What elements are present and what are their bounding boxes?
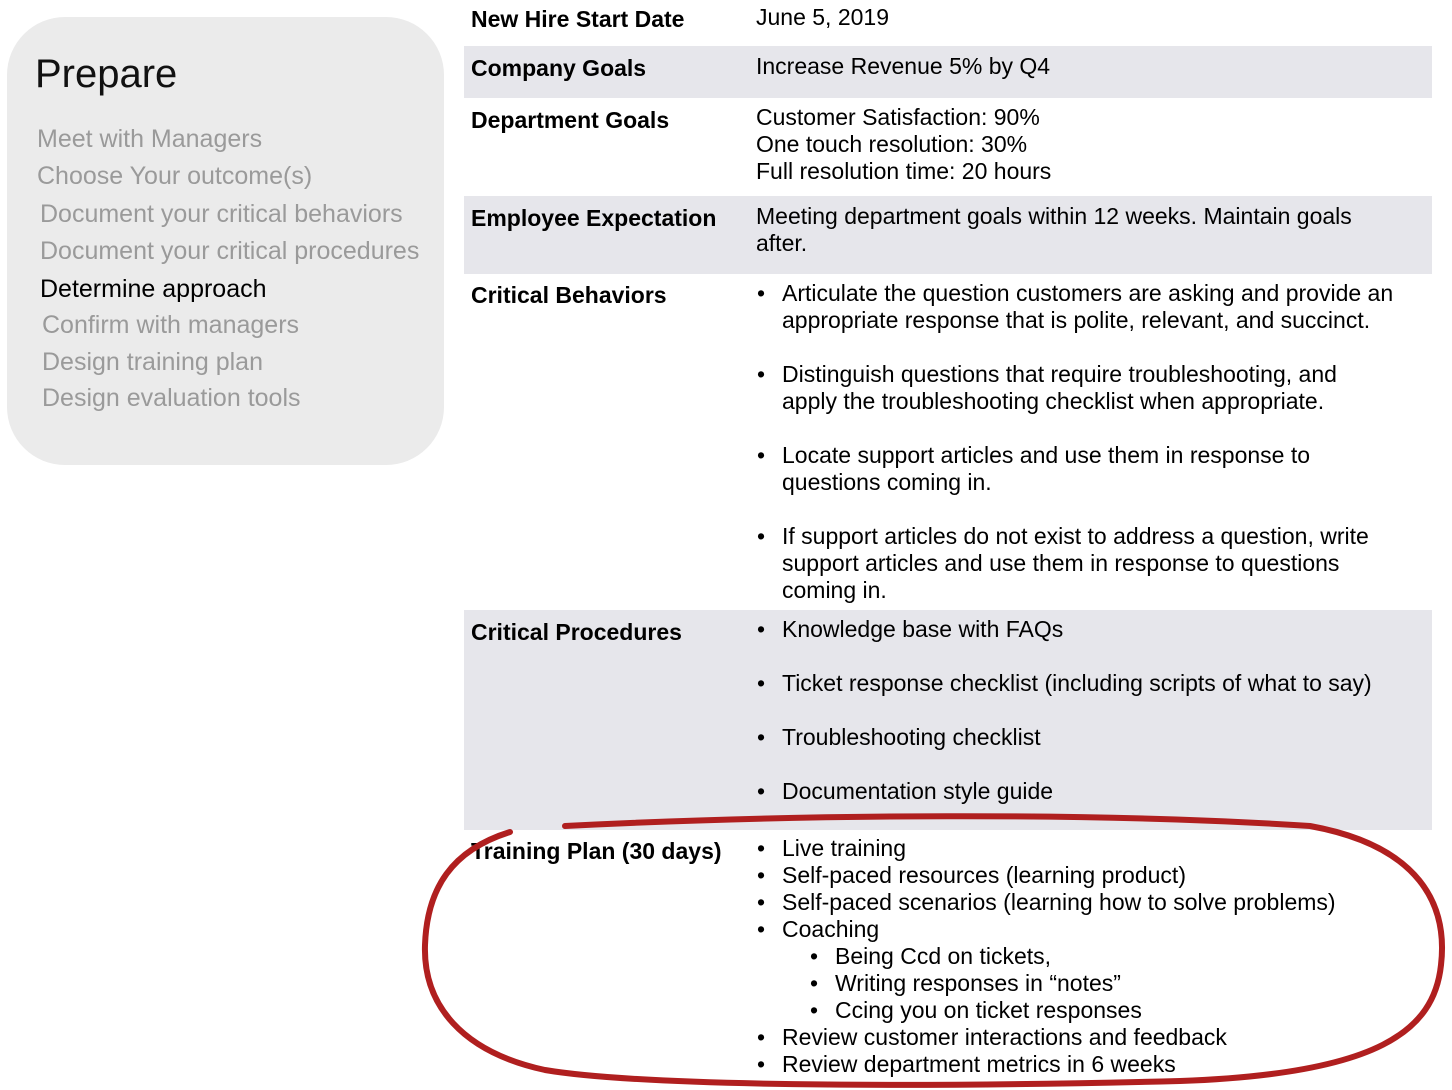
expectation-line: after. <box>756 230 808 256</box>
sidebar-item-design-evaluation-tools: Design evaluation tools <box>42 384 301 412</box>
row-label-critical-behaviors: Critical Behaviors <box>471 282 667 308</box>
sidebar-item-choose-outcomes: Choose Your outcome(s) <box>37 162 313 190</box>
sidebar-item-confirm-with-managers: Confirm with managers <box>42 311 300 339</box>
list-item: • Knowledge base with FAQs <box>756 616 1428 643</box>
list-item <box>756 442 1428 496</box>
training-plan-list <box>756 835 1428 1078</box>
row-label-start-date: New Hire Start Date <box>471 6 685 32</box>
row-critical-behaviors <box>464 274 1432 610</box>
row-value-department-goals <box>756 104 1426 185</box>
row-label-critical-procedures: Critical Procedures <box>471 619 682 645</box>
row-value-employee-expectation <box>756 203 1426 257</box>
list-item: • Ticket response checklist (including scripts of what to say) <box>756 670 1428 697</box>
list-item <box>756 280 1428 334</box>
expectation-line: Meeting department goals within 12 weeks. Maintain goals <box>756 203 1352 229</box>
list-item-line: • Locate support articles and use them in response to <box>782 442 1311 468</box>
list-item-line: questions coming in. <box>782 469 992 495</box>
row-label-training-plan: Training Plan (30 days) <box>471 838 722 864</box>
list-item: • Troubleshooting checklist <box>756 724 1428 751</box>
sidebar-item-design-training-plan: Design training plan <box>42 348 263 376</box>
row-label-company-goals: Company Goals <box>471 55 647 81</box>
department-goal-line: Full resolution time: 20 hours <box>756 158 1052 184</box>
sidebar-item-document-procedures: Document your critical procedures <box>40 237 420 265</box>
list-item-line: • Distinguish questions that require troubleshooting, and <box>782 361 1337 387</box>
critical-procedures-list <box>756 616 1428 805</box>
row-training-plan <box>464 830 1432 1088</box>
critical-behaviors-list <box>756 280 1428 604</box>
coaching-sub-item: • Ccing you on ticket responses <box>756 997 1428 1024</box>
list-item: • Documentation style guide <box>756 778 1428 805</box>
row-label-employee-expectation: Employee Expectation <box>471 205 717 231</box>
row-label-department-goals: Department Goals <box>471 107 670 133</box>
coaching-sub-item: • Writing responses in “notes” <box>756 970 1428 997</box>
list-item: • Self-paced scenarios (learning how to solve problems) <box>756 889 1428 916</box>
list-item-line: apply the troubleshooting checklist when appropriate. <box>782 388 1325 414</box>
list-item-line: appropriate response that is polite, relevant, and succinct. <box>782 307 1371 333</box>
sidebar-item-document-behaviors: Document your critical behaviors <box>40 200 403 228</box>
list-item: • Live training <box>756 835 1428 862</box>
list-item-line: • If support articles do not exist to address a question, write <box>782 523 1369 549</box>
row-value-start-date: June 5, 2019 <box>756 4 890 30</box>
coaching-sub-item: • Being Ccd on tickets, <box>756 943 1428 970</box>
sidebar-item-determine-approach: Determine approach <box>40 275 267 303</box>
department-goal-line: Customer Satisfaction: 90% <box>756 104 1040 130</box>
row-department-goals <box>464 98 1432 196</box>
list-item: • Coaching <box>756 916 1428 943</box>
row-value-company-goals: Increase Revenue 5% by Q4 <box>756 53 1051 79</box>
list-item-line: • Articulate the question customers are asking and provide an <box>782 280 1394 306</box>
list-item: • Self-paced resources (learning product) <box>756 862 1428 889</box>
list-item-line: coming in. <box>782 577 887 603</box>
sidebar-card <box>7 17 444 465</box>
row-company-goals <box>464 46 1432 98</box>
sidebar-title: Prepare <box>35 52 178 96</box>
row-employee-expectation <box>464 196 1432 274</box>
sidebar-item-meet-with-managers: Meet with Managers <box>37 125 263 153</box>
row-start-date <box>464 0 1432 46</box>
list-item: • Review department metrics in 6 weeks <box>756 1051 1428 1078</box>
row-critical-procedures <box>464 610 1432 830</box>
list-item-line: support articles and use them in response to questions <box>782 550 1340 576</box>
department-goal-line: One touch resolution: 30% <box>756 131 1028 157</box>
list-item <box>756 523 1428 604</box>
list-item: • Review customer interactions and feedback <box>756 1024 1428 1051</box>
list-item <box>756 361 1428 415</box>
